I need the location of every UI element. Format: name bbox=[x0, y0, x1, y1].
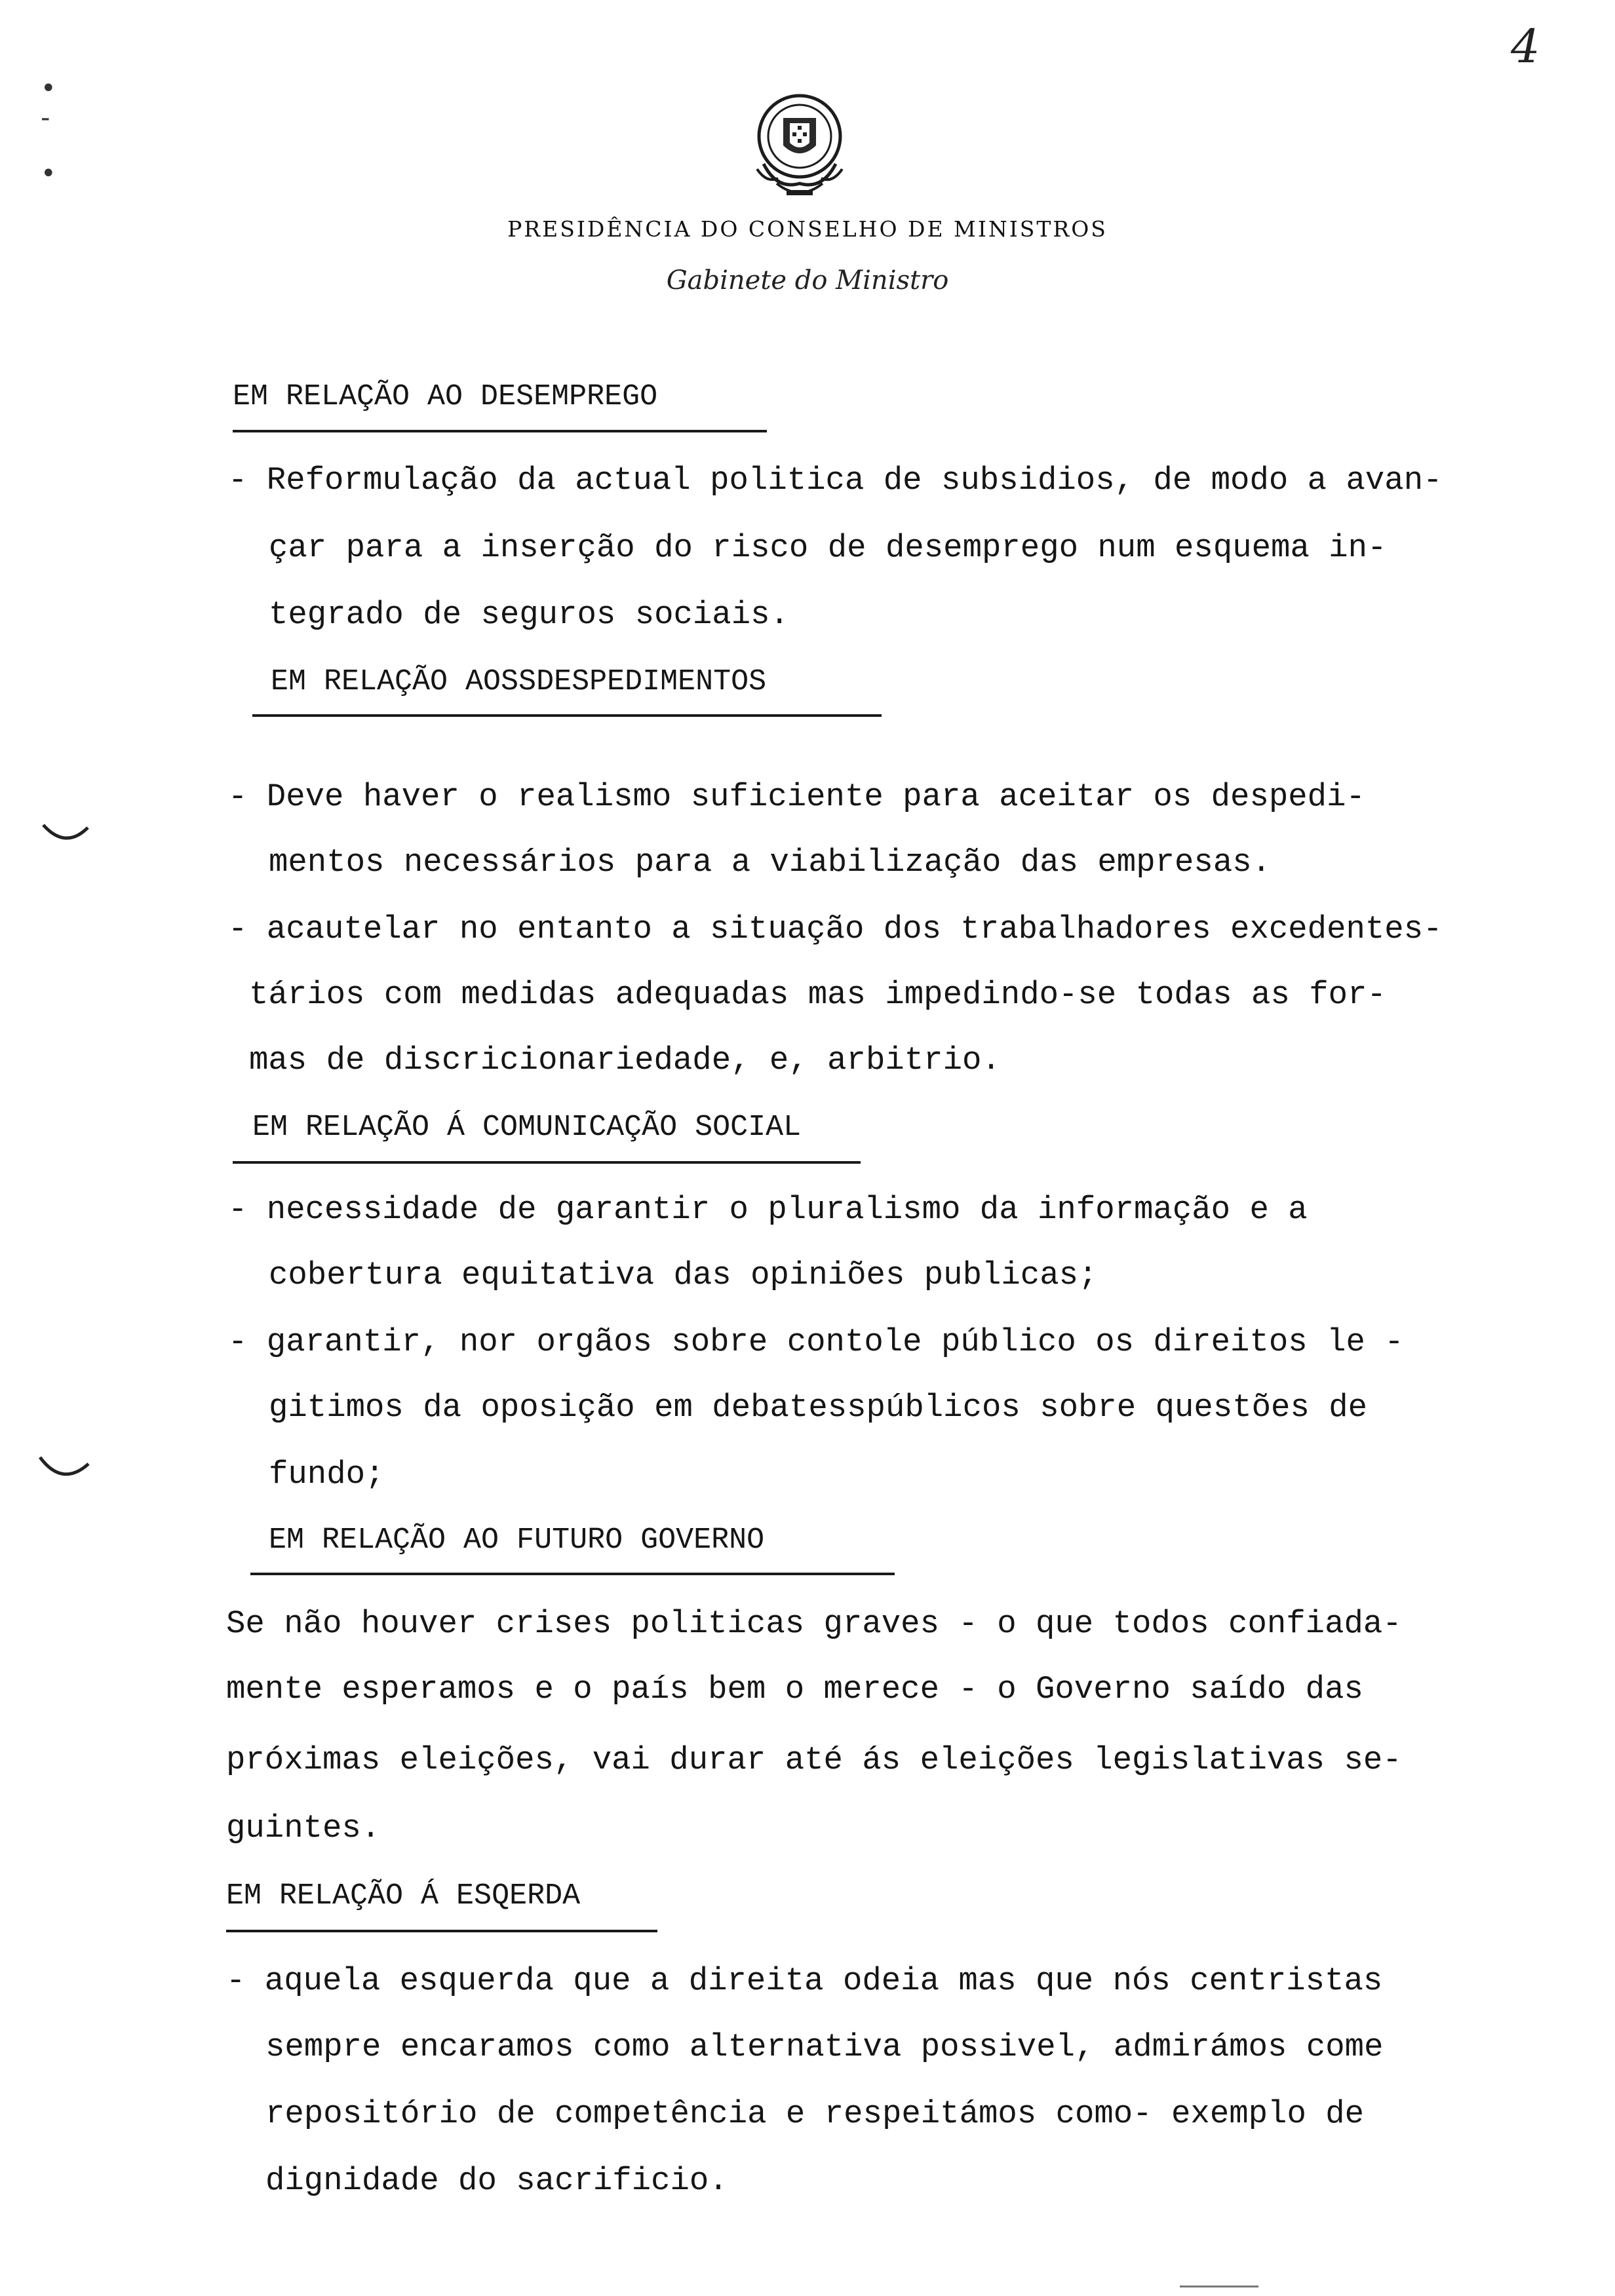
coat-of-arms-icon bbox=[737, 85, 862, 210]
heading-underline bbox=[233, 1161, 861, 1164]
body-line: - aquela esquerda que a direita odeia mas que nós centristas bbox=[226, 1962, 1383, 1999]
heading-underline bbox=[226, 1930, 657, 1932]
body-line: mente esperamos e o país bem o merece - o Governo saído das bbox=[226, 1671, 1363, 1708]
section-heading: EM RELAÇÃO Á COMUNICAÇÃO SOCIAL bbox=[252, 1111, 802, 1144]
body-line: Se não houver crises politicas graves - o que todos confiada- bbox=[226, 1605, 1402, 1642]
heading-underline bbox=[252, 714, 882, 717]
body-line: mas de discricionariedade, e, arbitrio. bbox=[249, 1042, 1001, 1079]
body-line: çar para a inserção do risco de desemprego num esquema in- bbox=[269, 529, 1387, 566]
organization-name: PRESIDÊNCIA DO CONSELHO DE MINISTROS bbox=[507, 216, 1108, 242]
margin-mark: • bbox=[41, 159, 56, 189]
body-line: tários com medidas adequadas mas impedindo-se todas as for- bbox=[249, 976, 1386, 1013]
body-line: guintes. bbox=[226, 1810, 381, 1846]
body-line: dignidade do sacrificio. bbox=[265, 2162, 728, 2199]
body-line: - Reformulação da actual politica de subsidios, de modo a avan- bbox=[228, 462, 1443, 499]
section-heading: EM RELAÇÃO AO DESEMPREGO bbox=[233, 380, 658, 413]
body-line: tegrado de seguros sociais. bbox=[269, 596, 789, 633]
body-line: gitimos da oposição em debatesspúblicos sobre questões de bbox=[269, 1389, 1368, 1426]
body-line: cobertura equitativa das opiniões publicas; bbox=[269, 1257, 1098, 1293]
body-line: - garantir, nor orgãos sobre contole público os direitos le - bbox=[228, 1324, 1404, 1360]
body-line: repositório de competência e respeitámos como- exemplo de bbox=[265, 2095, 1365, 2132]
heading-underline bbox=[233, 430, 767, 432]
body-line: - acautelar no entanto a situação dos trabalhadores excedentes- bbox=[228, 911, 1443, 947]
page-number: 4 bbox=[1511, 20, 1540, 73]
section-heading: EM RELAÇÃO AOSSDESPEDIMENTOS bbox=[271, 665, 767, 698]
body-line: mentos necessários para a viabilização das empresas. bbox=[269, 844, 1272, 881]
body-line: próximas eleições, vai durar até ás eleições legislativas se- bbox=[226, 1742, 1402, 1778]
body-line: sempre encaramos como alternativa possivel, admirámos come bbox=[265, 2029, 1384, 2065]
margin-mark: • bbox=[41, 73, 56, 104]
body-line: - Deve haver o realismo suficiente para aceitar os despedi- bbox=[228, 778, 1365, 815]
scan-artifact bbox=[1180, 2286, 1258, 2287]
department-name: Gabinete do Ministro bbox=[666, 265, 949, 296]
margin-mark: - bbox=[41, 103, 50, 133]
punch-hole-mark bbox=[36, 1448, 95, 1494]
section-heading: EM RELAÇÃO Á ESQERDA bbox=[226, 1879, 581, 1913]
section-heading: EM RELAÇÃO AO FUTURO GOVERNO bbox=[269, 1523, 765, 1557]
heading-underline bbox=[250, 1573, 895, 1575]
body-line: - necessidade de garantir o pluralismo da informação e a bbox=[228, 1191, 1308, 1228]
punch-hole-mark bbox=[39, 816, 92, 855]
body-line: fundo; bbox=[269, 1456, 385, 1493]
